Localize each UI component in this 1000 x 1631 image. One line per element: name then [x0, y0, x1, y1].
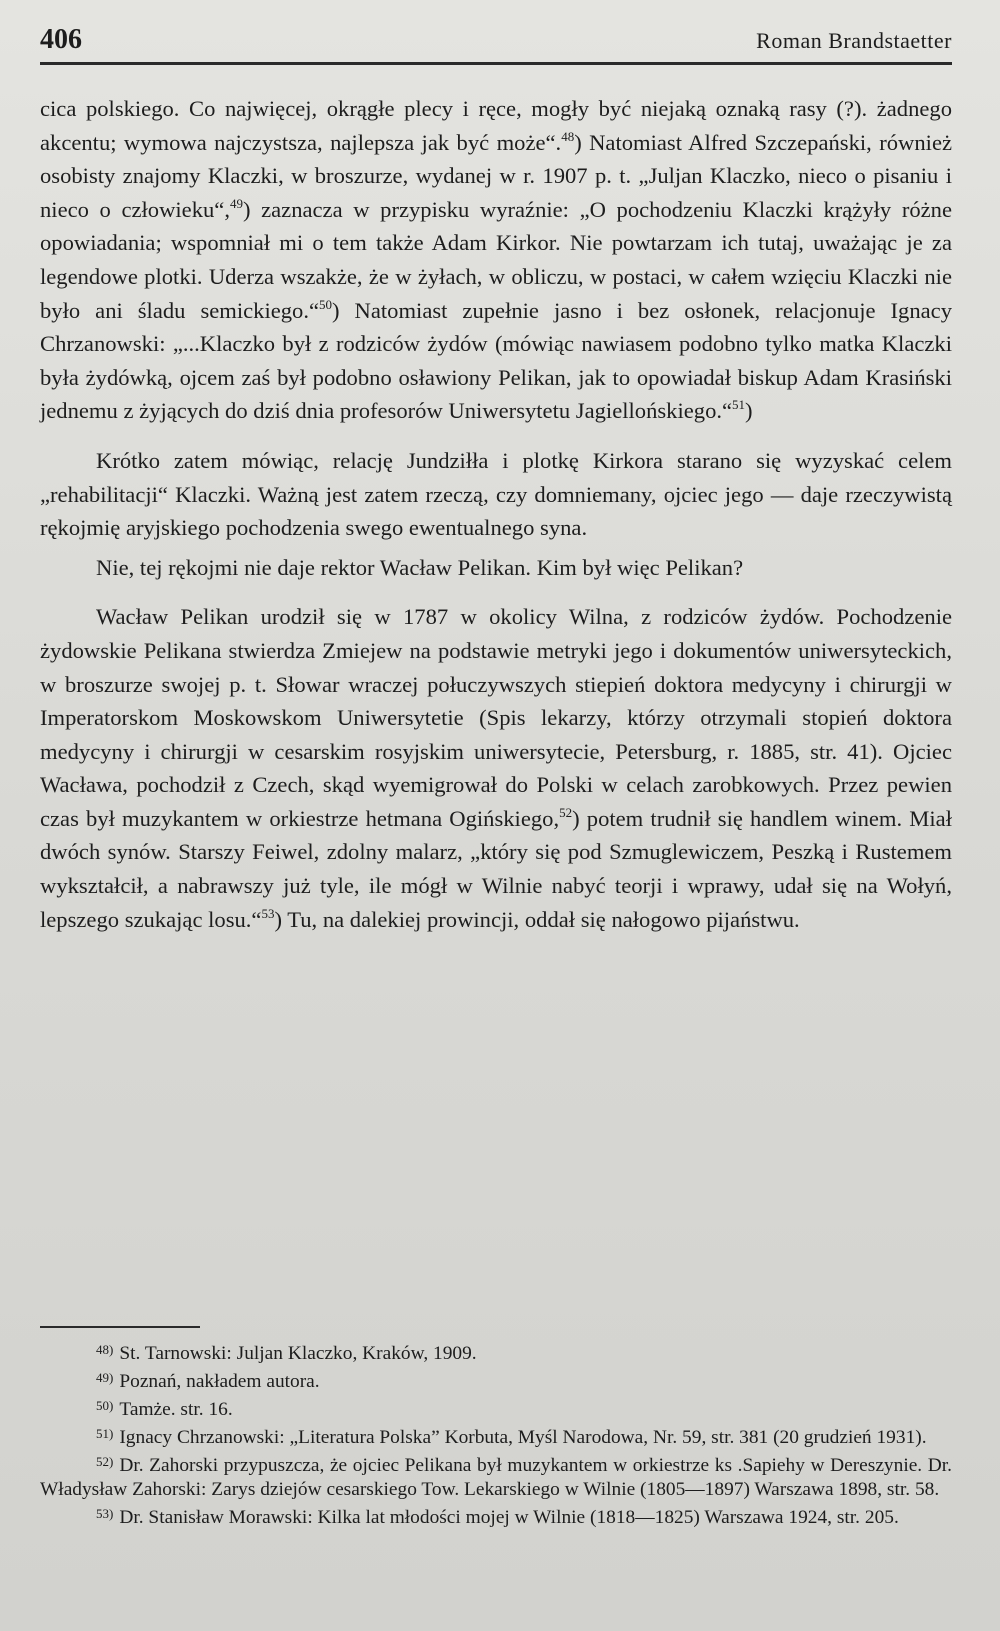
footnote-number: 51) [96, 1426, 114, 1441]
footnote-number: 49) [96, 1370, 114, 1385]
footnote-text: St. Tarnowski: Juljan Klaczko, Kraków, 1909. [119, 1343, 477, 1364]
footnote-number: 50) [96, 1398, 114, 1413]
footnote-ref: 53 [261, 905, 275, 921]
footnote-text: Tamże. str. 16. [119, 1399, 233, 1420]
footnote-ref: 49 [229, 195, 243, 211]
text-run: Nie, tej rękojmi nie daje rektor Wacław Pelikan. Kim był więc Pelikan? [96, 554, 744, 580]
footnote-ref: 51 [732, 397, 746, 413]
footnote-number: 52) [96, 1454, 114, 1469]
text-run: ) Natomiast zupełnie jasno i bez osłonek, relacjonuje Ignacy Chrzanowski: „...Klaczko był z rodziców żydów (mówiąc nawiasem podobno tylko matka Klaczki była żydówką, ojcem zaś był podobno osławiony Pelikan, jak to opowiadał biskup Adam Krasiński jednemu z żyjących do dziś dnia profesorów Uniwersytetu Jagiellońskiego.“ [40, 297, 952, 424]
footnote [40, 1338, 952, 1366]
footnote-ref: 48 [561, 128, 575, 144]
text-run: Krótko zatem mówiąc, relację Jundziłła i plotkę Kirkora starano się wyzyskać celem „rehabilitacji“ Klaczki. Ważną jest zatem rzeczą, czy domniemany, ojciec jego — daje rzeczywistą rękojmię aryjskiego pochodzenia swego ewentualnego syna. [40, 447, 952, 541]
text-run: ) Tu, na dalekiej prowincji, oddał się nałogowo pijaństwu. [274, 906, 800, 932]
paragraph [40, 600, 952, 936]
footnote [40, 1502, 952, 1530]
text-run: ) Natomiast Alfred Szczepański, również osobisty znajomy Klaczki, w broszurze, wydanej w r. 1907 p. t. „Juljan Klaczko, nieco o pisaniu i nieco o człowieku“, [40, 129, 952, 222]
page-number: 406 [40, 24, 82, 55]
footnote [40, 1422, 952, 1450]
footnote-ref: 50 [319, 296, 333, 312]
footnote-divider [40, 1326, 200, 1328]
text-run: ) potem trudnił się handlem winem. Miał dwóch synów. Starszy Feiwel, zdolny malarz, „który się pod Szmuglewiczem, Peszką i Rustemem wykształcił, a nabrawszy już tyle, ile mógł w Wilnie nabyć teorji i wprawy, udał się na Wołyń, lepszego szukając losu.“ [40, 805, 952, 932]
running-head: Roman Brandstaetter [756, 28, 952, 53]
text-run: ) [745, 398, 753, 424]
footnote [40, 1366, 952, 1394]
text-run: cica polskiego. Co najwięcej, okrągłe plecy i ręce, mogły być niejaką oznaką rasy (?). żadnego akcentu; wymowa najczystsza, najlepsza jak być może“. [40, 96, 952, 155]
footnote-number: 48) [96, 1342, 114, 1357]
footnote-text: Dr. Stanisław Morawski: Kilka lat młodości mojej w Wilnie (1818—1825) Warszawa 1924, str. 205. [119, 1507, 899, 1528]
body-text [40, 92, 952, 936]
page-header [40, 18, 952, 65]
text-run: Wacław Pelikan urodził się w 1787 w okolicy Wilna, z rodziców żydów. Pochodzenie żydowskie Pelikana stwierdza Zmiejew na podstawie metryki jego i dokumentów uniwersyteckich, w broszurze swojej p. t. Słowar wraczej połuczywszych stiepień doktora medycyny i chirurgji w Imperatorskom Moskowskom Uniwersytetie (Spis lekarzy, którzy otrzymali stopień doktora medycyny i chirurgji w cesarskim rosyjskim uniwersytecie, Petersburg, r. 1885, str. 41). Ojciec Wacława, pochodził z Czech, skąd wyemigrował do Polski w celach zarobkowych. Przez pewien czas był muzykantem w orkiestrze hetmana Ogińskiego, [40, 604, 952, 831]
footnote-text: Poznań, nakładem autora. [119, 1371, 320, 1392]
footnote-text: Dr. Zahorski przypuszcza, że ojciec Pelikana był muzykantem w orkiestrze ks .Sapiehy w Dereszynie. Dr. Władysław Zahorski: Zarys dziejów cesarskiego Tow. Lekarskiego w Wilnie (1805—1897) Warszawa 1898, str. 58. [40, 1455, 952, 1500]
paragraph [40, 444, 952, 545]
paragraph [40, 92, 952, 428]
footnote [40, 1450, 952, 1502]
paragraph [40, 551, 952, 585]
footnotes [40, 1338, 952, 1530]
footnote [40, 1394, 952, 1422]
footnote-ref: 52 [559, 804, 573, 820]
text-run: ) zaznacza w przypisku wyraźnie: „O pochodzeniu Klaczki krążyły różne opowiadania; wspomniał mi o tem także Adam Kirkor. Nie powtarzam ich tutaj, uważając je za legendowe plotki. Uderza wszakże, że w żyłach, w obliczu, w postaci, w całem wzięciu Klaczki nie było ani śladu semickiego.“ [40, 196, 952, 323]
footnote-number: 53) [96, 1506, 114, 1521]
footnote-text: Ignacy Chrzanowski: „Literatura Polska” Korbuta, Myśl Narodowa, Nr. 59, str. 381 (20 grudzień 1931). [119, 1427, 927, 1448]
